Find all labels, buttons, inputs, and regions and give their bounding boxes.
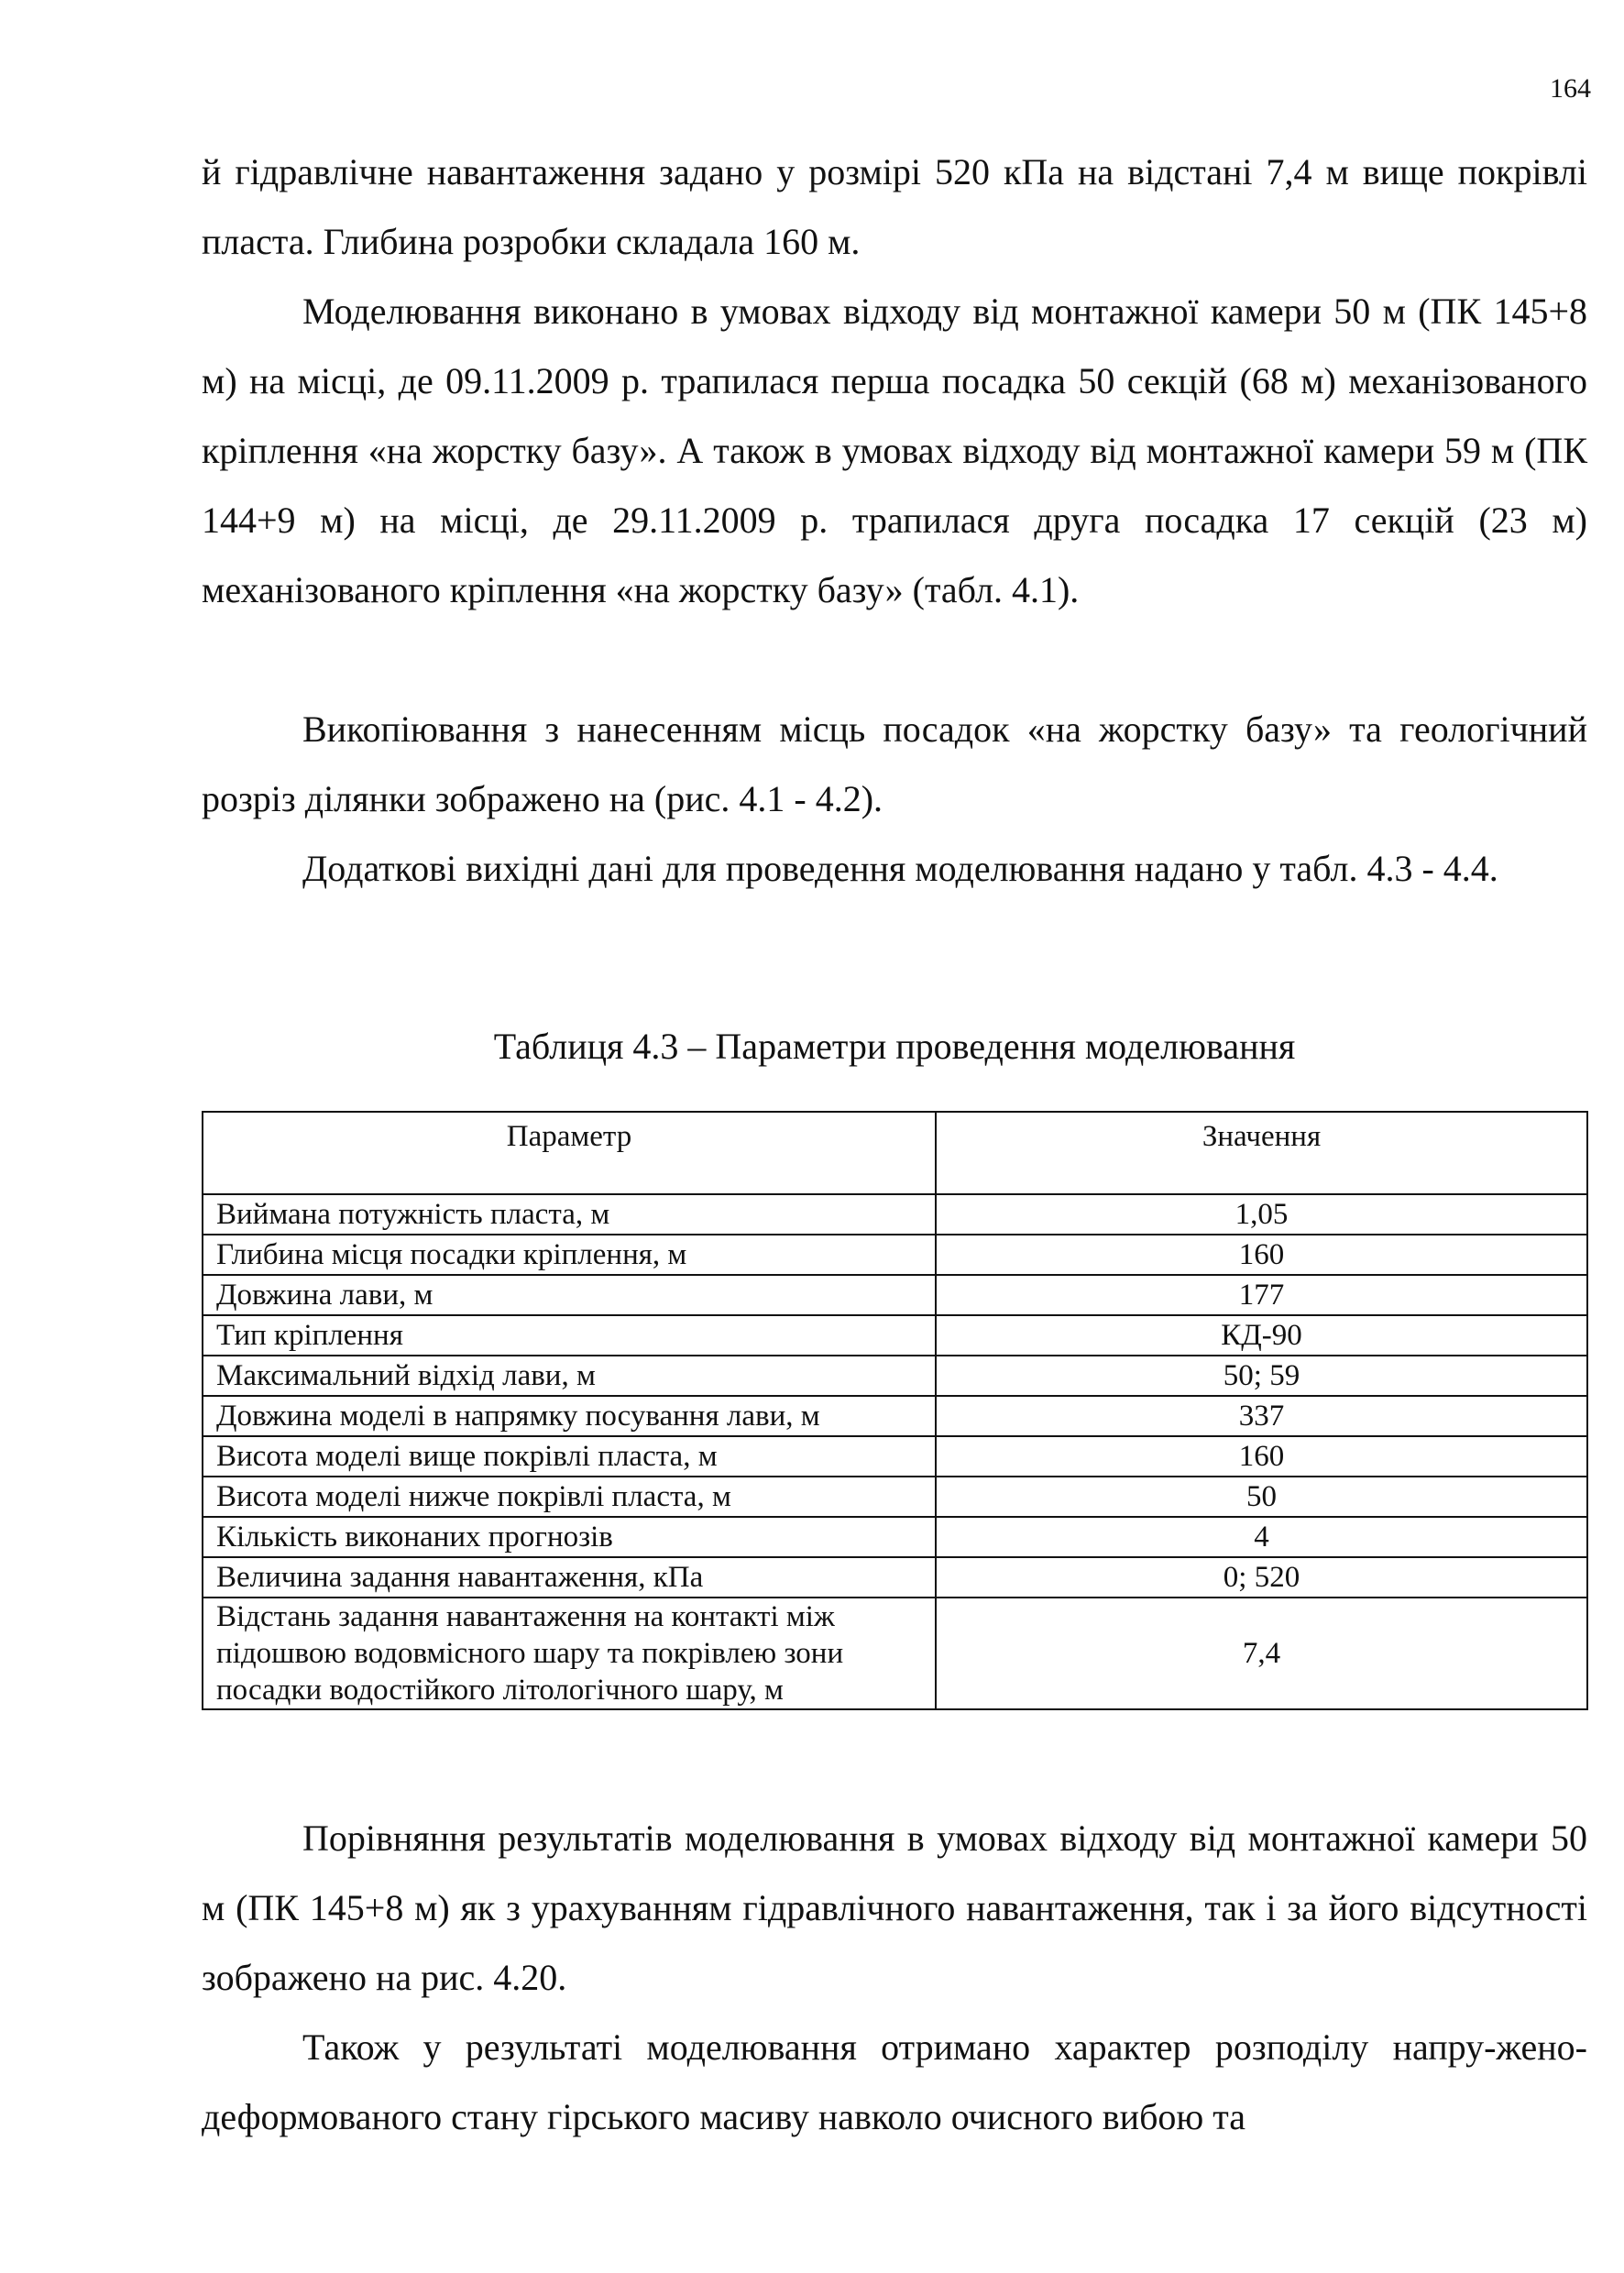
- page-number: 164: [1550, 73, 1591, 104]
- table-row: [203, 1235, 1587, 1275]
- table-cell-parameter: Виймана потужність пласта, м: [203, 1194, 936, 1235]
- paragraph-stress-state: Також у результаті моделювання отримано характер розподілу напру-жено-деформованого стану гірського масиву навколо очисного вибою та: [202, 2026, 1587, 2137]
- table-cell-value: 50: [936, 1477, 1587, 1517]
- table-row: [203, 1194, 1587, 1235]
- table-cell-value: 177: [936, 1275, 1587, 1315]
- paragraph-comparison: Порівняння результатів моделювання в умовах відходу від монтажної камери 50 м (ПК 145+8 м) як з урахуванням гідравлічного навантаження, так і за його відсутності зображено на рис. 4.20.: [202, 1817, 1587, 1998]
- paragraph-modeling-conditions: Моделювання виконано в умовах відходу від монтажної камери 50 м (ПК 145+8 м) на місці, де 09.11.2009 р. трапилася перша посадка 50 секцій (68 м) механізованого кріплення «на жорстку базу». А також в умовах відходу від монтажної камери 59 м (ПК 144+9 м) на місці, де 29.11.2009 р. трапилася друга посадка 17 секцій (23 м) механізованого кріплення «на жорстку базу» (табл. 4.1).: [202, 291, 1587, 610]
- table-cell-parameter: Відстань задання навантаження на контакті між підошвою водовмісного шару та покрівлею зони посадки водостійкого літологічного шару, м: [203, 1598, 936, 1709]
- table-header-parameter: Параметр: [203, 1112, 936, 1194]
- table-row: [203, 1436, 1587, 1477]
- table-cell-parameter: Висота моделі вище покрівлі пласта, м: [203, 1436, 936, 1477]
- table-cell-value: 337: [936, 1396, 1587, 1436]
- table-cell-parameter: Максимальний відхід лави, м: [203, 1356, 936, 1396]
- table-row: [203, 1396, 1587, 1436]
- paragraph-geology-section: Викопіювання з нанесенням місць посадок «на жорстку базу» та геологічний розріз ділянки зображено на (рис. 4.1 - 4.2).: [202, 708, 1587, 819]
- table-row: [203, 1598, 1587, 1709]
- table-cell-value: 1,05: [936, 1194, 1587, 1235]
- table-cell-parameter: Довжина моделі в напрямку посування лави, м: [203, 1396, 936, 1436]
- paragraph-continuation: й гідравлічне навантаження задано у розмірі 520 кПа на відстані 7,4 м вище покрівлі пласта. Глибина розробки складала 160 м.: [202, 151, 1587, 262]
- table-row: [203, 1275, 1587, 1315]
- parameters-table: [202, 1111, 1588, 1710]
- table-row: [203, 1315, 1587, 1356]
- table-header-value: Значення: [936, 1112, 1587, 1194]
- table-row: [203, 1557, 1587, 1598]
- table-cell-value: 0; 520: [936, 1557, 1587, 1598]
- paragraph-additional-data: Додаткові вихідні дані для проведення моделювання надано у табл. 4.3 - 4.4.: [302, 848, 1498, 889]
- table-cell-value: 160: [936, 1235, 1587, 1275]
- table-cell-parameter: Глибина місця посадки кріплення, м: [203, 1235, 936, 1275]
- table-caption: Таблиця 4.3 – Параметри проведення моделювання: [493, 1026, 1296, 1067]
- table-header-row: [203, 1112, 1587, 1194]
- table-cell-parameter: Кількість виконаних прогнозів: [203, 1517, 936, 1557]
- table-row: [203, 1477, 1587, 1517]
- table-cell-parameter: Довжина лави, м: [203, 1275, 936, 1315]
- table-row: [203, 1517, 1587, 1557]
- table-cell-parameter: Висота моделі нижче покрівлі пласта, м: [203, 1477, 936, 1517]
- table-cell-value: 160: [936, 1436, 1587, 1477]
- table-cell-value: 7,4: [936, 1598, 1587, 1709]
- table-row: [203, 1356, 1587, 1396]
- table-cell-parameter: Тип кріплення: [203, 1315, 936, 1356]
- table-cell-parameter: Величина задання навантаження, кПа: [203, 1557, 936, 1598]
- table-cell-value: 50; 59: [936, 1356, 1587, 1396]
- table-cell-value: 4: [936, 1517, 1587, 1557]
- table-cell-value: КД-90: [936, 1315, 1587, 1356]
